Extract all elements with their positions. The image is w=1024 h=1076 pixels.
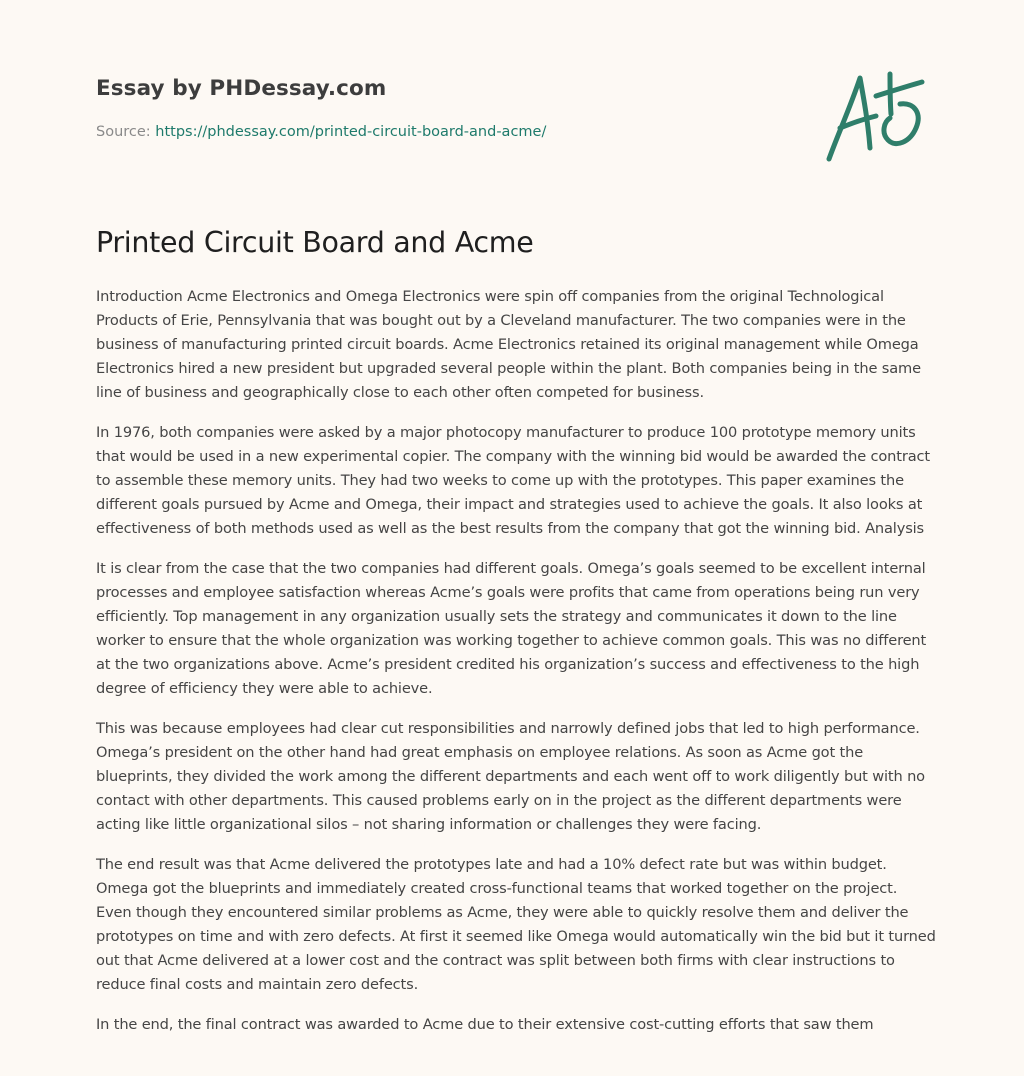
source-label: Source: <box>96 124 156 140</box>
essay-paragraph: Introduction Acme Electronics and Omega Electronics were spin off companies from the original Technological Products of Erie, Pennsylvania that was bought out by a Cleveland manufacturer. The two companies were in the business of manufacturing printed circuit boards. Acme Electronics retained its original management while Omega Electronics hired a new president but upgraded several people within the plant. Both companies being in the same line of business and geographically close to each other often competed for business. <box>96 288 921 401</box>
essay-title: Printed Circuit Board and Acme <box>96 226 534 259</box>
essay-paragraph: It is clear from the case that the two companies had different goals. Omega’s goals seemed to be excellent internal processes and employee satisfaction whereas Acme’s goals were profits that came from operations being run very efficiently. Top management in any organization usually sets the strategy and communicates it down to the line worker to ensure that the whole organization was working together to achieve common goals. This was no different at the two organizations above. Acme’s president credited his organization’s success and effectiveness to the high degree of efficiency they were able to achieve. <box>96 560 927 697</box>
essay-paragraph: In 1976, both companies were asked by a major photocopy manufacturer to produce 100 prototype memory units that would be used in a new experimental copier. The company with the winning bid would be awarded the contract to assemble these memory units. They had two weeks to come up with the prototypes. This paper examines the different goals pursued by Acme and Omega, their impact and strategies used to achieve the goals. It also looks at effectiveness of both methods used as well as the best results from the company that got the winning bid. Analysis <box>96 424 930 537</box>
a-plus-grade-icon <box>818 66 930 166</box>
essay-body <box>96 285 936 1053</box>
source-link[interactable]: https://phdessay.com/printed-circuit-board-and-acme/ <box>155 124 547 140</box>
source-line <box>96 124 546 140</box>
essay-paragraph: In the end, the final contract was awarded to Acme due to their extensive cost-cutting efforts that saw them <box>96 1016 874 1033</box>
essay-paragraph: The end result was that Acme delivered the prototypes late and had a 10% defect rate but was within budget. Omega got the blueprints and immediately created cross-functional teams that worked together on the project. Even though they encountered similar problems as Acme, they were able to quickly resolve them and deliver the prototypes on time and with zero defects. At first it seemed like Omega would automatically win the bid but it turned out that Acme delivered at a lower cost and the contract was split between both firms with clear instructions to reduce final costs and maintain zero defects. <box>96 856 936 993</box>
site-brand-title: Essay by PHDessay.com <box>96 76 387 101</box>
essay-paragraph: This was because employees had clear cut responsibilities and narrowly defined jobs that led to high performance. Omega’s president on the other hand had great emphasis on employee relations. As soon as Acme got the blueprints, they divided the work among the different departments and each went off to work diligently but with no contact with other departments. This caused problems early on in the project as the different departments were acting like little organizational silos – not sharing information or challenges they were facing. <box>96 720 925 833</box>
